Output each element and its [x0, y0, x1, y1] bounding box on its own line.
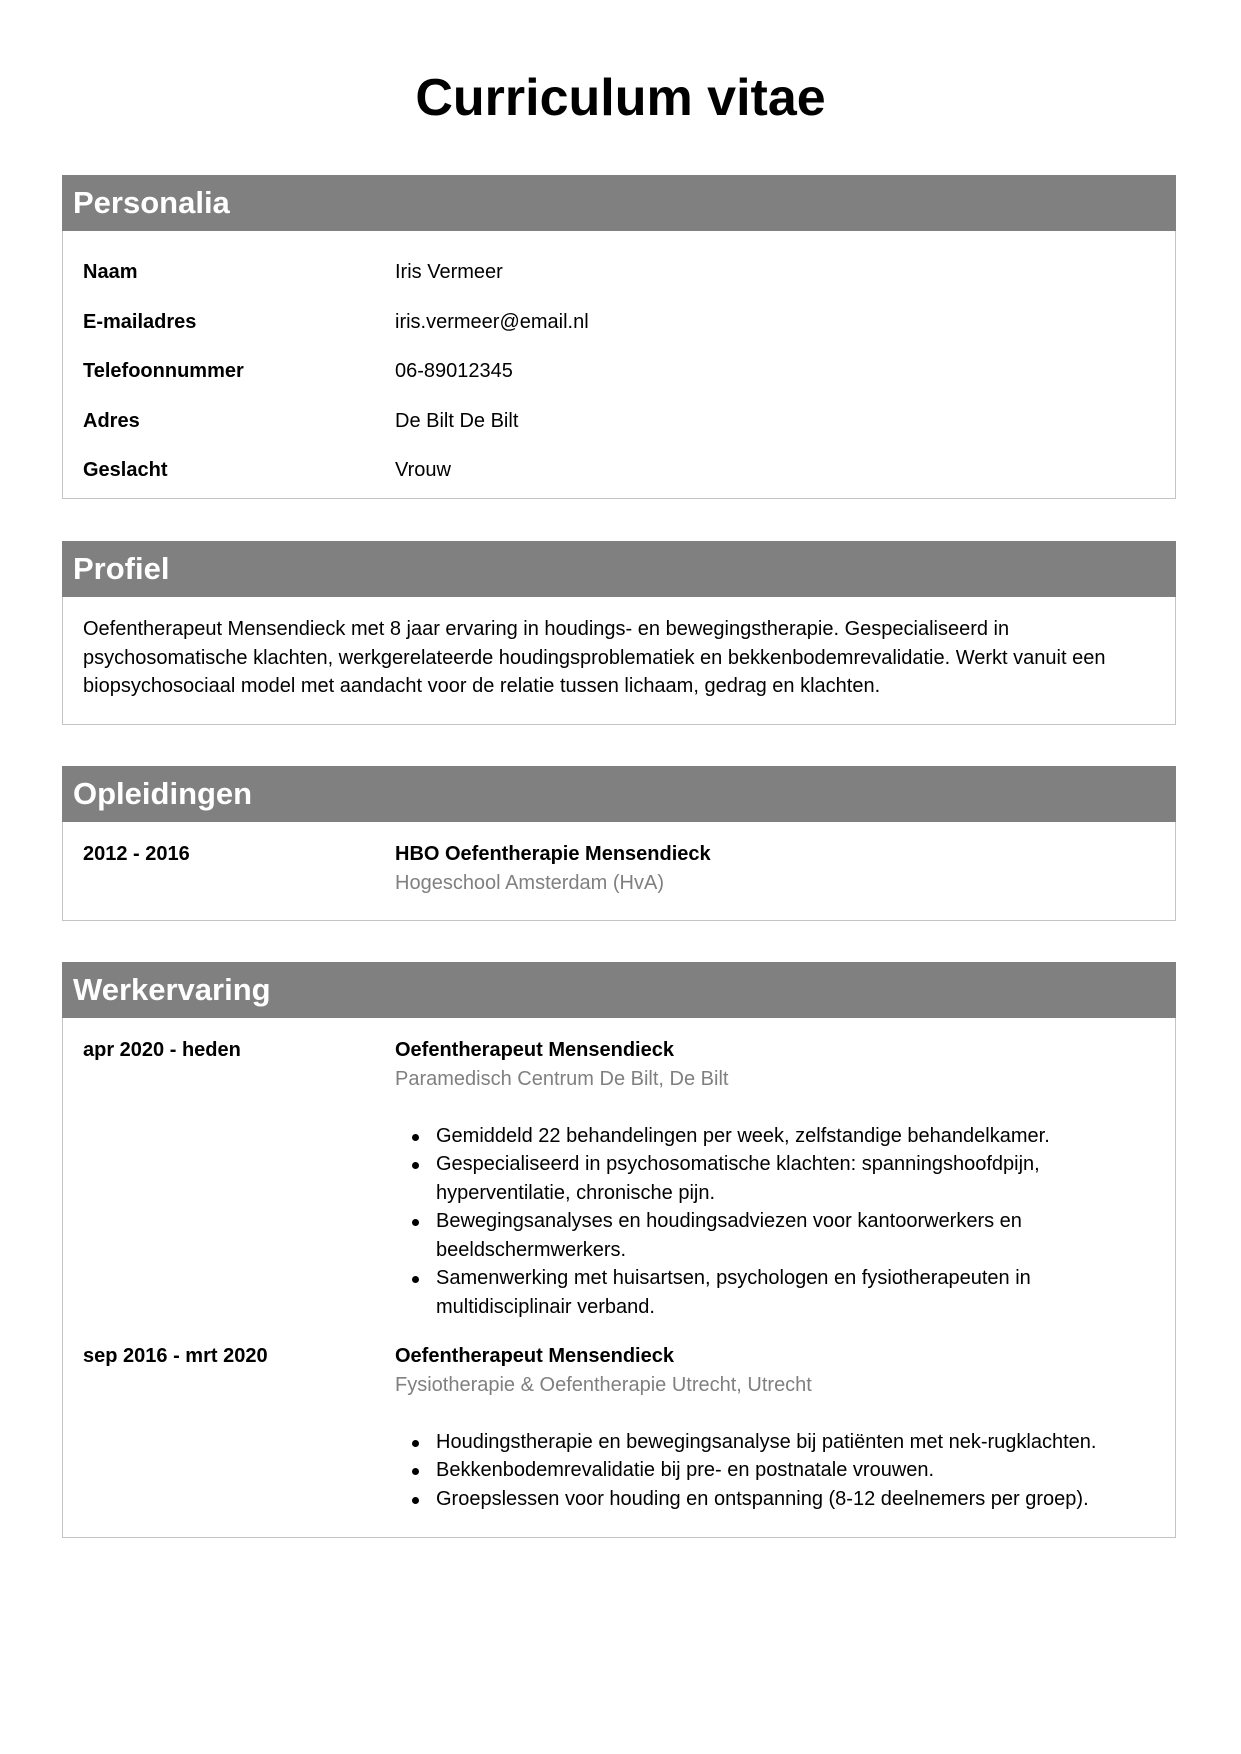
bullet-list	[395, 1122, 1155, 1322]
field-label: Geslacht	[83, 459, 168, 481]
bullet-item: Samenwerking met huisartsen, psychologen en fysiotherapeuten in multidisciplinair verband.	[436, 1264, 1155, 1321]
personalia-row-telefoon	[83, 347, 1155, 397]
bullet-item: Gemiddeld 22 behandelingen per week, zelfstandige behandelkamer.	[436, 1122, 1155, 1151]
section-heading: Profiel	[62, 541, 1176, 597]
field-value: 06-89012345	[395, 360, 513, 382]
section-heading: Opleidingen	[62, 766, 1176, 822]
education-entry	[83, 840, 1155, 897]
field-value: De Bilt De Bilt	[395, 409, 519, 432]
entry-title: Oefentherapeut Mensendieck	[395, 1039, 674, 1061]
personalia-row-email	[83, 298, 1155, 348]
bullet-item: Gespecialiseerd in psychosomatische klachten: spanningshoofdpijn, hyperventilatie, chronische pijn.	[436, 1150, 1155, 1207]
field-label: Telefoonnummer	[83, 360, 244, 382]
entry-title: HBO Oefentherapie Mensendieck	[395, 843, 711, 865]
field-value: Vrouw	[395, 459, 451, 481]
personalia-row-adres	[83, 397, 1155, 447]
section-personalia	[62, 175, 1176, 499]
field-label: E-mailadres	[83, 310, 197, 333]
section-profiel	[62, 541, 1176, 725]
bullet-list	[395, 1428, 1155, 1514]
field-label: Adres	[83, 409, 140, 432]
field-value: Iris Vermeer	[395, 261, 503, 283]
bullet-item: Bewegingsanalyses en houdingsadviezen voor kantoorwerkers en beeldschermwerkers.	[436, 1207, 1155, 1264]
section-heading: Werkervaring	[62, 962, 1176, 1018]
entry-period: apr 2020 - heden	[83, 1039, 241, 1061]
entry-period: 2012 - 2016	[83, 843, 190, 865]
work-entry	[83, 1342, 1155, 1513]
entry-period: sep 2016 - mrt 2020	[83, 1345, 268, 1367]
entry-employer: Paramedisch Centrum De Bilt, De Bilt	[395, 1067, 729, 1090]
bullet-item: Houdingstherapie en bewegingsanalyse bij patiënten met nek-rugklachten.	[436, 1428, 1155, 1457]
section-opleidingen	[62, 766, 1176, 921]
bullet-item: Bekkenbodemrevalidatie bij pre- en postnatale vrouwen.	[436, 1456, 1155, 1485]
profile-text: Oefentherapeut Mensendieck met 8 jaar ervaring in houdings- en bewegingstherapie. Gespecialiseerd in psychosomatische klachten, werkgerelateerde houdingsproblematiek en bekkenbodemrevalidatie. Werkt vanuit een biopsychosociaal model met aandacht voor de relatie tussen lichaam, gedrag en klachten.	[83, 618, 1106, 697]
entry-title: Oefentherapeut Mensendieck	[395, 1345, 674, 1367]
personalia-row-naam	[83, 248, 1155, 298]
section-werkervaring	[62, 962, 1176, 1538]
entry-institution: Hogeschool Amsterdam (HvA)	[395, 871, 664, 894]
personalia-row-geslacht	[83, 446, 1155, 496]
work-entry	[83, 1036, 1155, 1321]
document-title: Curriculum vitae	[415, 69, 826, 127]
field-label: Naam	[83, 261, 138, 283]
bullet-item: Groepslessen voor houding en ontspanning (8-12 deelnemers per groep).	[436, 1485, 1155, 1514]
field-value: iris.vermeer@email.nl	[395, 310, 589, 333]
section-heading: Personalia	[62, 175, 1176, 231]
entry-employer: Fysiotherapie & Oefentherapie Utrecht, Utrecht	[395, 1373, 812, 1396]
